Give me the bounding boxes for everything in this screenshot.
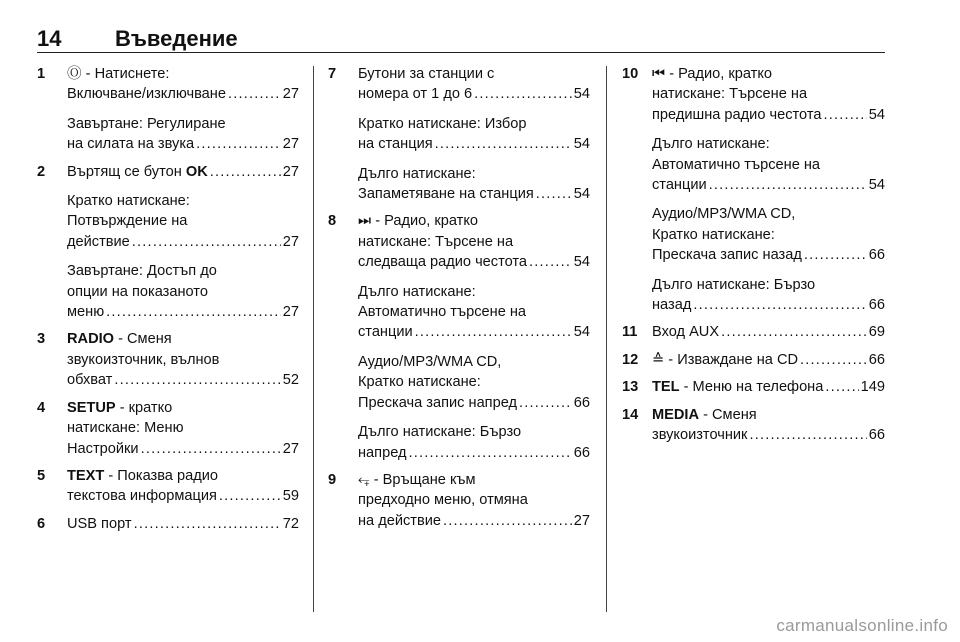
page-ref: 27 [282, 233, 299, 250]
page-ref: 66 [573, 394, 590, 411]
entry-8: 8 ⏭ - Радио, кратко натискане: Търсене на следваща радио честота ..... 54 Дълго натискане: Автоматично търсене на станции ..... 54 Аудио/MP3/WMA CD, Кратко натискане: Прескача запис напред ..... 66 Дълго натискане: Бързо напред ..... 66 [328, 211, 590, 462]
next-track-icon: ⏭ [358, 213, 372, 230]
page-ref: 66 [868, 427, 885, 444]
entry-number: 11 [622, 324, 638, 341]
page-ref: 27 [282, 163, 299, 180]
entry-14: 14 MEDIA - Сменя звукоизточник ..... 66 [622, 405, 885, 446]
watermark: carmanualsonline.info [776, 616, 948, 635]
page-ref: 54 [573, 186, 590, 203]
page-ref: 27 [282, 304, 299, 321]
entry-number: 9 [328, 471, 337, 488]
page-ref: 54 [868, 106, 885, 123]
entry-number: 3 [37, 331, 46, 348]
entry-6: 6 USB порт ..... 72 [37, 514, 299, 534]
entry-7: 7 Бутони за станции с номера от 1 до 6 ..... 54 Кратко натискане: Избор на станция ..... 54 Дълго натискане: Запаметяване на станция ..... 54 [328, 64, 590, 204]
page-ref: 149 [860, 379, 885, 396]
page-ref: 66 [573, 444, 590, 461]
entry-number: 4 [37, 399, 46, 416]
entry-13: 13 TEL - Меню на телефона ..... 149 [622, 377, 885, 397]
page-ref: 27 [282, 440, 299, 457]
entry-number: 12 [622, 351, 639, 368]
entry-11: 11 Вход AUX ..... 69 [622, 322, 885, 342]
entry-12: 12 ≙ - Изваждане на CD ..... 66 [622, 350, 885, 370]
column-divider [606, 66, 607, 612]
page-ref: 54 [573, 254, 590, 271]
entry-number: 10 [622, 66, 639, 82]
page-ref: 54 [868, 177, 885, 194]
page-ref: 72 [282, 515, 299, 532]
entry-number: 7 [328, 66, 337, 82]
page-ref: 66 [868, 297, 885, 314]
page-ref: 59 [282, 488, 299, 505]
column-divider [313, 66, 314, 612]
entry-9: 9 ⥆ - Връщане към предходно меню, отмяна на действие ..... 27 [328, 470, 590, 531]
entry-number: 14 [622, 406, 639, 423]
page-ref: 66 [868, 351, 885, 368]
previous-track-icon: ⏮ [652, 66, 666, 82]
entry-4: 4 SETUP - кратко натискане: Меню Настройки ..... 27 [37, 398, 299, 459]
entry-number: 5 [37, 467, 46, 484]
column-3 [622, 64, 885, 446]
page-header [37, 26, 885, 53]
page-ref: 66 [868, 247, 885, 264]
entry-number: 6 [37, 515, 46, 532]
entry-number: 2 [37, 163, 46, 180]
column-1 [37, 64, 299, 534]
page-number: 14 [37, 26, 62, 51]
page-ref: 54 [573, 324, 590, 341]
back-icon: ⥆ [358, 471, 370, 488]
entry-3: 3 RADIO - Сменя звукоизточник, вълнов обхват ..... 52 [37, 329, 299, 390]
eject-icon: ≙ [652, 351, 665, 368]
page-ref: 27 [573, 512, 590, 529]
page-ref: 27 [282, 86, 299, 103]
page-ref: 69 [868, 324, 885, 341]
entry-1: 1 Ⓞ - Натиснете: Включване/изключване ..... 27 Завъртане: Регулиране на силата на звука ..... 27 [37, 64, 299, 155]
page-ref: 54 [573, 86, 590, 103]
power-icon: Ⓞ [67, 66, 82, 82]
entry-number: 8 [328, 213, 337, 230]
chapter-title: Въведение [115, 26, 238, 51]
entry-10: 10 ⏮ - Радио, кратко натискане: Търсене на предишна радио честота ..... 54 Дълго натискане: Автоматично търсене на станции ..... 54 Аудио/MP3/WMA CD, Кратко натискане: Прескача запис назад ..... 66 Дълго натискане: Бързо назад ..... 66 [622, 64, 885, 315]
entry-2: 2 Въртящ се бутон OK ..... 27 Кратко натискане: Потвърждение на действие ..... 27 Завъртане: Достъп до опции на показаното меню ..... 27 [37, 162, 299, 323]
page-ref: 54 [573, 136, 590, 153]
entry-number: 1 [37, 66, 46, 82]
page-ref: 52 [282, 372, 299, 389]
entry-5: 5 TEXT - Показва радио текстова информация ..... 59 [37, 466, 299, 507]
page-ref: 27 [282, 136, 299, 153]
column-2 [328, 64, 590, 531]
entry-number: 13 [622, 379, 639, 396]
